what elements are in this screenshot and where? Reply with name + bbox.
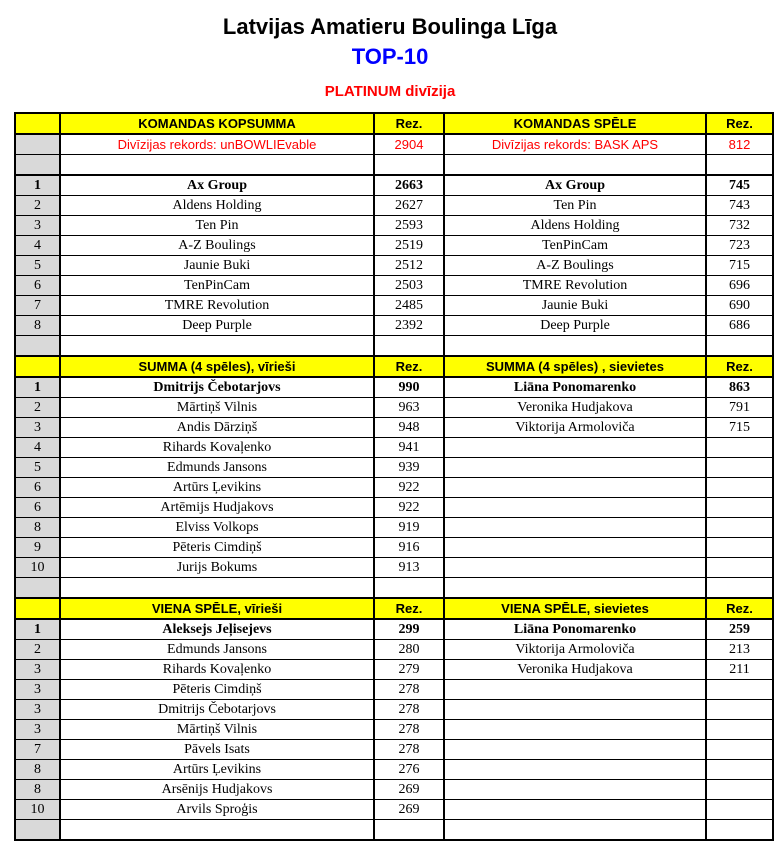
name-cell-left: Dmitrijs Čebotarjovs — [60, 377, 374, 398]
score-cell-right — [706, 800, 773, 820]
table-row — [15, 680, 773, 700]
score-cell-left: 2512 — [374, 256, 444, 276]
name-cell-right — [444, 438, 706, 458]
score-cell-left: 941 — [374, 438, 444, 458]
table-row — [15, 377, 773, 398]
rank-cell: 3 — [15, 660, 60, 680]
name-cell-right — [444, 780, 706, 800]
rank-cell: 2 — [15, 196, 60, 216]
name-cell-left: Mārtiņš Vilnis — [60, 720, 374, 740]
rez-header-cell: Rez. — [374, 356, 444, 377]
spacer-cell — [374, 578, 444, 599]
score-cell-right — [706, 518, 773, 538]
name-cell-left: Dmitrijs Čebotarjovs — [60, 700, 374, 720]
name-cell-right — [444, 700, 706, 720]
name-cell-right — [444, 720, 706, 740]
score-cell-left: 913 — [374, 558, 444, 578]
section-header-row — [15, 356, 773, 377]
rank-cell: 9 — [15, 538, 60, 558]
rank-header-cell — [15, 598, 60, 619]
division-record-row — [15, 134, 773, 155]
score-cell-left: 2519 — [374, 236, 444, 256]
table-row — [15, 660, 773, 680]
name-cell-right: Jaunie Buki — [444, 296, 706, 316]
rank-header-cell — [15, 113, 60, 134]
page-title: Latvijas Amatieru Boulinga Līga — [222, 14, 558, 39]
rank-cell: 1 — [15, 175, 60, 196]
score-cell-left: 269 — [374, 780, 444, 800]
table-row — [15, 760, 773, 780]
section-title-left: VIENA SPĒLE, vīrieši — [60, 598, 374, 619]
spacer-row — [15, 336, 773, 357]
rank-cell: 6 — [15, 478, 60, 498]
score-cell-left: 990 — [374, 377, 444, 398]
table-row — [15, 518, 773, 538]
rez-header-cell: Rez. — [374, 598, 444, 619]
score-cell-left: 299 — [374, 619, 444, 640]
division-label: PLATINUM divīzija — [324, 83, 456, 100]
rank-cell: 3 — [15, 680, 60, 700]
name-cell-left: Artūrs Ļevikins — [60, 760, 374, 780]
name-cell-left: Pāvels Isats — [60, 740, 374, 760]
table-row — [15, 196, 773, 216]
name-cell-right: Liāna Ponomarenko — [444, 377, 706, 398]
table-row — [15, 316, 773, 336]
table-row — [15, 236, 773, 256]
spacer-cell — [60, 336, 374, 357]
score-cell-right: 696 — [706, 276, 773, 296]
rank-cell: 4 — [15, 438, 60, 458]
rank-cell: 6 — [15, 276, 60, 296]
name-cell-right: Ax Group — [444, 175, 706, 196]
name-cell-left: Deep Purple — [60, 316, 374, 336]
rank-cell: 2 — [15, 640, 60, 660]
table-row — [15, 800, 773, 820]
table-row — [15, 276, 773, 296]
spacer-row — [15, 820, 773, 841]
rez-header-cell: Rez. — [706, 356, 773, 377]
spacer-cell — [706, 336, 773, 357]
score-cell-right — [706, 538, 773, 558]
spacer-cell — [374, 155, 444, 176]
score-cell-left: 269 — [374, 800, 444, 820]
name-cell-right: Viktorija Armoloviča — [444, 640, 706, 660]
name-cell-right: Viktorija Armoloviča — [444, 418, 706, 438]
table-row — [15, 538, 773, 558]
spacer-cell — [374, 820, 444, 841]
score-cell-right — [706, 498, 773, 518]
spacer-cell — [60, 155, 374, 176]
score-cell-right: 259 — [706, 619, 773, 640]
score-cell-right: 743 — [706, 196, 773, 216]
score-cell-right: 213 — [706, 640, 773, 660]
spacer-rank-cell — [15, 155, 60, 176]
name-cell-left: Pēteris Cimdiņš — [60, 538, 374, 558]
spacer-row — [15, 578, 773, 599]
score-cell-right: 211 — [706, 660, 773, 680]
score-cell-right — [706, 740, 773, 760]
name-cell-left: Rihards Kovaļenko — [60, 660, 374, 680]
name-cell-left: TenPinCam — [60, 276, 374, 296]
table-row — [15, 700, 773, 720]
rank-cell: 1 — [15, 619, 60, 640]
name-cell-left: Edmunds Jansons — [60, 640, 374, 660]
score-cell-right: 863 — [706, 377, 773, 398]
table-row — [15, 619, 773, 640]
score-cell-left: 919 — [374, 518, 444, 538]
name-cell-right: TMRE Revolution — [444, 276, 706, 296]
score-cell-right — [706, 680, 773, 700]
score-cell-left: 279 — [374, 660, 444, 680]
rank-cell: 10 — [15, 800, 60, 820]
section-title-right: VIENA SPĒLE, sievietes — [444, 598, 706, 619]
name-cell-left: Mārtiņš Vilnis — [60, 398, 374, 418]
name-cell-right: Veronika Hudjakova — [444, 660, 706, 680]
record-value-right: 812 — [706, 134, 773, 155]
name-cell-right — [444, 458, 706, 478]
spacer-cell — [60, 820, 374, 841]
name-cell-left: A-Z Boulings — [60, 236, 374, 256]
name-cell-left: Andis Dārziņš — [60, 418, 374, 438]
score-cell-right — [706, 760, 773, 780]
name-cell-left: Arvils Sproģis — [60, 800, 374, 820]
score-cell-right: 745 — [706, 175, 773, 196]
name-cell-right — [444, 478, 706, 498]
rank-cell: 8 — [15, 780, 60, 800]
score-cell-left: 278 — [374, 700, 444, 720]
rank-cell: 2 — [15, 398, 60, 418]
name-cell-right — [444, 518, 706, 538]
section-title-left: SUMMA (4 spēles), vīrieši — [60, 356, 374, 377]
name-cell-left: Pēteris Cimdiņš — [60, 680, 374, 700]
score-cell-right — [706, 780, 773, 800]
spacer-rank-cell — [15, 336, 60, 357]
name-cell-left: Rihards Kovaļenko — [60, 438, 374, 458]
spacer-cell — [60, 578, 374, 599]
name-cell-left: Jurijs Bokums — [60, 558, 374, 578]
name-cell-left: Edmunds Jansons — [60, 458, 374, 478]
name-cell-right: Liāna Ponomarenko — [444, 619, 706, 640]
table-row — [15, 296, 773, 316]
spacer-cell — [706, 155, 773, 176]
rank-cell: 8 — [15, 760, 60, 780]
section-title-right: SUMMA (4 spēles) , sievietes — [444, 356, 706, 377]
name-cell-right: Aldens Holding — [444, 216, 706, 236]
name-cell-right — [444, 680, 706, 700]
score-cell-left: 2503 — [374, 276, 444, 296]
name-cell-right — [444, 760, 706, 780]
score-cell-left: 948 — [374, 418, 444, 438]
score-cell-right — [706, 700, 773, 720]
score-cell-left: 2593 — [374, 216, 444, 236]
rank-cell — [15, 134, 60, 155]
table-row — [15, 780, 773, 800]
rank-cell: 3 — [15, 700, 60, 720]
record-label-left: Divīzijas rekords: unBOWLIEvable — [60, 134, 374, 155]
table-row — [15, 740, 773, 760]
section-title-left: KOMANDAS KOPSUMMA — [60, 113, 374, 134]
spacer-cell — [444, 820, 706, 841]
score-cell-right: 732 — [706, 216, 773, 236]
name-cell-left: Artēmijs Hudjakovs — [60, 498, 374, 518]
spacer-row — [15, 155, 773, 176]
name-cell-right — [444, 558, 706, 578]
record-value-left: 2904 — [374, 134, 444, 155]
rank-cell: 4 — [15, 236, 60, 256]
rank-cell: 5 — [15, 256, 60, 276]
spacer-rank-cell — [15, 820, 60, 841]
name-cell-left: Jaunie Buki — [60, 256, 374, 276]
table-row — [15, 478, 773, 498]
rank-cell: 5 — [15, 458, 60, 478]
table-row — [15, 256, 773, 276]
table-row — [15, 458, 773, 478]
score-cell-right — [706, 720, 773, 740]
name-cell-left: Ten Pin — [60, 216, 374, 236]
score-cell-left: 916 — [374, 538, 444, 558]
score-cell-left: 2627 — [374, 196, 444, 216]
table-row — [15, 558, 773, 578]
name-cell-left: TMRE Revolution — [60, 296, 374, 316]
score-cell-right: 686 — [706, 316, 773, 336]
name-cell-left: Aleksejs Jeļisejevs — [60, 619, 374, 640]
name-cell-right: A-Z Boulings — [444, 256, 706, 276]
score-cell-right — [706, 458, 773, 478]
score-cell-right: 723 — [706, 236, 773, 256]
name-cell-right: TenPinCam — [444, 236, 706, 256]
score-cell-left: 922 — [374, 498, 444, 518]
rank-cell: 7 — [15, 296, 60, 316]
spacer-cell — [444, 336, 706, 357]
section-header-row — [15, 598, 773, 619]
spacer-cell — [444, 155, 706, 176]
score-cell-right — [706, 558, 773, 578]
score-cell-right: 791 — [706, 398, 773, 418]
rank-cell: 1 — [15, 377, 60, 398]
spacer-cell — [706, 820, 773, 841]
score-cell-left: 278 — [374, 720, 444, 740]
rez-header-cell: Rez. — [706, 113, 773, 134]
rez-header-cell: Rez. — [706, 598, 773, 619]
name-cell-right: Veronika Hudjakova — [444, 398, 706, 418]
name-cell-right — [444, 498, 706, 518]
table-row — [15, 175, 773, 196]
score-cell-left: 278 — [374, 680, 444, 700]
score-cell-left: 939 — [374, 458, 444, 478]
table-row — [15, 720, 773, 740]
rank-cell: 6 — [15, 498, 60, 518]
score-cell-right — [706, 438, 773, 458]
rank-header-cell — [15, 356, 60, 377]
record-label-right: Divīzijas rekords: BASK APS — [444, 134, 706, 155]
name-cell-left: Aldens Holding — [60, 196, 374, 216]
score-cell-left: 280 — [374, 640, 444, 660]
rank-cell: 3 — [15, 720, 60, 740]
spacer-cell — [444, 578, 706, 599]
rank-cell: 10 — [15, 558, 60, 578]
rank-cell: 7 — [15, 740, 60, 760]
name-cell-left: Arsēnijs Hudjakovs — [60, 780, 374, 800]
name-cell-right: Deep Purple — [444, 316, 706, 336]
section-header-row — [15, 113, 773, 134]
score-cell-left: 2485 — [374, 296, 444, 316]
rank-cell: 8 — [15, 316, 60, 336]
table-row — [15, 438, 773, 458]
name-cell-left: Ax Group — [60, 175, 374, 196]
name-cell-left: Artūrs Ļevikins — [60, 478, 374, 498]
league-table-body — [15, 113, 773, 840]
page-header — [0, 0, 780, 100]
score-cell-left: 922 — [374, 478, 444, 498]
rank-cell: 8 — [15, 518, 60, 538]
table-row — [15, 418, 773, 438]
score-cell-right: 690 — [706, 296, 773, 316]
name-cell-right: Ten Pin — [444, 196, 706, 216]
score-cell-left: 2663 — [374, 175, 444, 196]
table-row — [15, 498, 773, 518]
name-cell-right — [444, 740, 706, 760]
table-row — [15, 398, 773, 418]
rez-header-cell: Rez. — [374, 113, 444, 134]
page-subtitle: TOP-10 — [351, 44, 429, 69]
table-row — [15, 216, 773, 236]
score-cell-left: 963 — [374, 398, 444, 418]
spacer-rank-cell — [15, 578, 60, 599]
name-cell-right — [444, 800, 706, 820]
score-cell-left: 2392 — [374, 316, 444, 336]
score-cell-left: 276 — [374, 760, 444, 780]
spacer-cell — [374, 336, 444, 357]
rank-cell: 3 — [15, 216, 60, 236]
score-cell-right: 715 — [706, 256, 773, 276]
section-title-right: KOMANDAS SPĒLE — [444, 113, 706, 134]
name-cell-right — [444, 538, 706, 558]
name-cell-left: Elviss Volkops — [60, 518, 374, 538]
spacer-cell — [706, 578, 773, 599]
score-cell-left: 278 — [374, 740, 444, 760]
score-cell-right — [706, 478, 773, 498]
league-table — [14, 112, 774, 841]
table-row — [15, 640, 773, 660]
score-cell-right: 715 — [706, 418, 773, 438]
rank-cell: 3 — [15, 418, 60, 438]
